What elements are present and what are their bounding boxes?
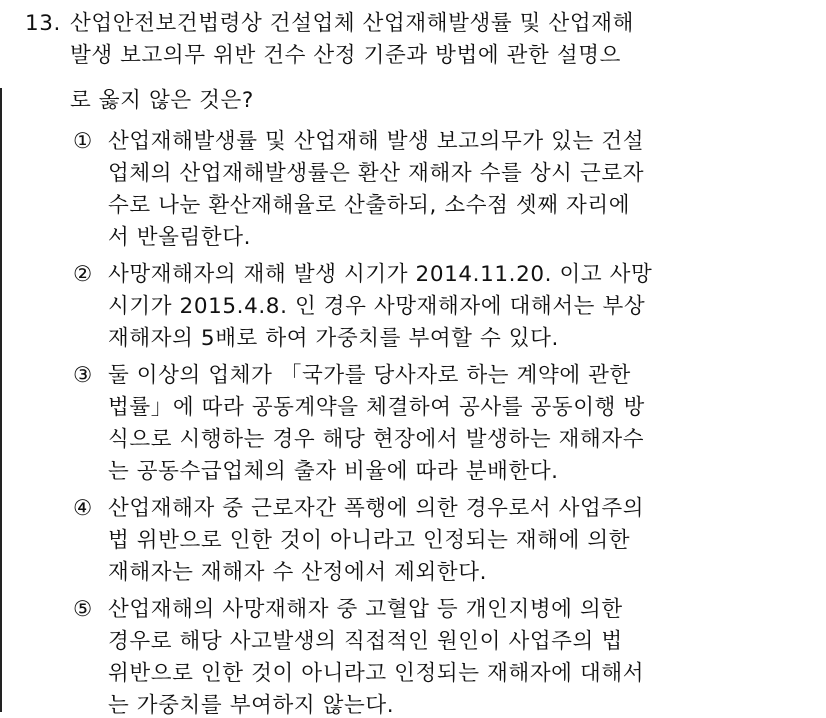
option-text-line: 산업재해발생률 및 산업재해 발생 보고의무가 있는 건설 [108,129,645,154]
option-text-line: 산업재해의 사망재해자 중 고혈압 등 개인지병에 의한 [108,597,623,622]
option-text-line: 식으로 시행하는 경우 해당 현장에서 발생하는 재해자수 [108,427,645,452]
question-number: 13. [25,11,61,36]
option-text-line: 재해자는 재해자 수 산정에서 제외한다. [108,560,488,585]
option-marker: ⑤ [73,597,93,622]
question-stem-line: 발생 보고의무 위반 건수 산정 기준과 방법에 관한 설명으 [70,43,621,68]
option-text-line: 사망재해자의 재해 발생 시기가 2014.11.20. 이고 사망 [108,262,653,287]
option-text-line: 산업재해자 중 근로자간 폭행에 의한 경우로서 사업주의 [108,496,645,521]
option-marker: ① [73,129,93,154]
option-text-line: 는 공동수급업체의 출자 비율에 따라 분배한다. [108,459,559,484]
option-text-line: 위반으로 인한 것이 아니라고 인정되는 재해자에 대해서 [108,661,645,686]
option-text-line: 는 가중치를 부여하지 않는다. [108,693,395,718]
option-marker: ② [73,262,93,287]
option-text-line: 업체의 산업재해발생률은 환산 재해자 수를 상시 근로자 [108,161,645,186]
question-stem-line: 로 옳지 않은 것은? [70,88,254,113]
option-marker: ④ [73,496,93,521]
option-text-line: 법률」에 따라 공동계약을 체결하여 공사를 공동이행 방 [108,395,645,420]
left-margin-rule [0,88,2,712]
option-text-line: 경우로 해당 사고발생의 직접적인 원인이 사업주의 법 [108,629,623,654]
option-text-line: 서 반올림한다. [108,225,252,250]
option-text-line: 법 위반으로 인한 것이 아니라고 인정되는 재해에 의한 [108,528,631,553]
option-text-line: 둘 이상의 업체가 「국가를 당사자로 하는 계약에 관한 [108,363,631,388]
question-stem-line: 산업안전보건법령상 건설업체 산업재해발생률 및 산업재해 [70,11,634,36]
option-marker: ③ [73,363,93,388]
option-text-line: 수로 나눈 환산재해율로 산출하되, 소수점 셋째 자리에 [108,193,631,218]
option-text-line: 시기가 2015.4.8. 인 경우 사망재해자에 대해서는 부상 [108,294,646,319]
option-text-line: 재해자의 5배로 하여 가중치를 부여할 수 있다. [108,326,559,351]
